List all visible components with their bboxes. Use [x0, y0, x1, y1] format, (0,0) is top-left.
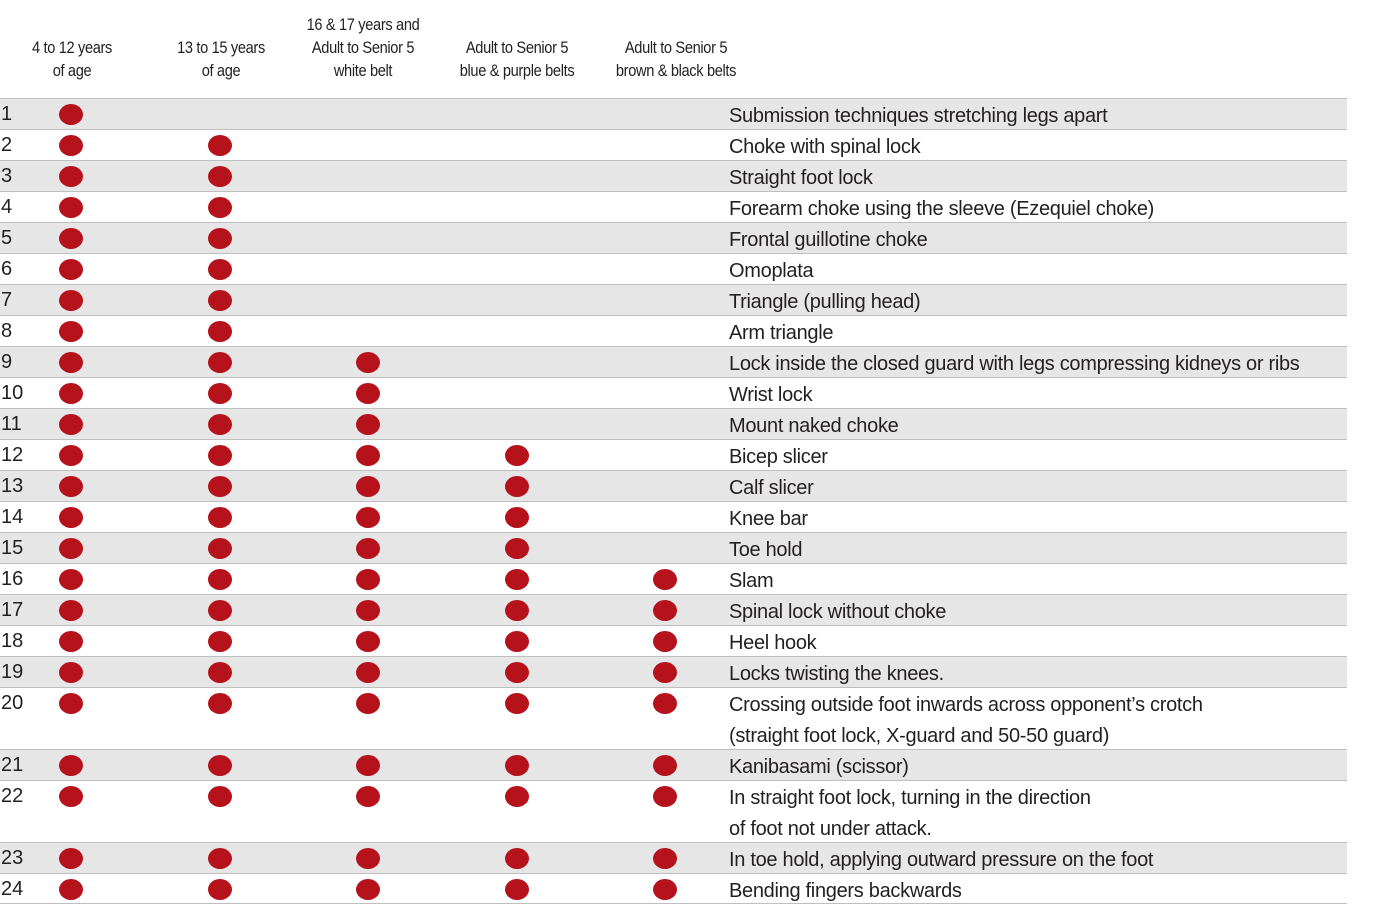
technique-description — [729, 783, 1091, 845]
technique-description — [729, 876, 962, 907]
row-number: 16 — [1, 568, 24, 590]
prohibited-marker-dot — [208, 259, 232, 280]
technique-line: Triangle (pulling head) — [729, 291, 921, 313]
prohibited-marker-dot — [505, 569, 529, 590]
technique-line: Toe hold — [729, 539, 803, 561]
technique-line: Mount naked choke — [729, 415, 899, 437]
header-line: white belt — [333, 61, 393, 80]
technique-line: Heel hook — [729, 632, 817, 654]
prohibited-marker-dot — [208, 848, 232, 869]
technique-line: Lock inside the closed guard with legs compressing kidneys or ribs — [729, 353, 1300, 375]
prohibited-marker-dot — [356, 755, 380, 776]
technique-description — [729, 318, 833, 349]
prohibited-marker-dot — [59, 321, 83, 342]
prohibited-marker-dot — [59, 693, 83, 714]
table-row — [0, 284, 1347, 315]
prohibited-marker-dot — [59, 476, 83, 497]
row-number: 5 — [1, 227, 13, 249]
prohibited-marker-dot — [208, 476, 232, 497]
prohibited-marker-dot — [59, 569, 83, 590]
prohibited-marker-dot — [505, 662, 529, 683]
technique-description — [729, 287, 920, 318]
prohibited-marker-dot — [59, 352, 83, 373]
column-header-blue-purple-belts — [447, 0, 586, 98]
technique-description — [729, 225, 927, 256]
row-number: 11 — [1, 413, 22, 435]
header-line: blue & purple belts — [459, 61, 575, 80]
technique-line: In straight foot lock, turning in the direction — [729, 787, 1091, 809]
table-row — [0, 842, 1347, 873]
prohibited-marker-dot — [208, 414, 232, 435]
row-number: 6 — [1, 258, 13, 280]
prohibited-marker-dot — [59, 662, 83, 683]
prohibited-marker-dot — [59, 848, 83, 869]
prohibited-marker-dot — [505, 600, 529, 621]
technique-description — [729, 380, 812, 411]
table-row — [0, 532, 1347, 563]
technique-description — [729, 690, 1203, 752]
prohibited-marker-dot — [59, 383, 83, 404]
prohibited-marker-dot — [505, 476, 529, 497]
prohibited-marker-dot — [356, 383, 380, 404]
table-row — [0, 160, 1347, 191]
prohibited-marker-dot — [356, 662, 380, 683]
row-number: 19 — [1, 661, 24, 683]
prohibited-marker-dot — [208, 693, 232, 714]
prohibited-marker-dot — [59, 786, 83, 807]
prohibited-marker-dot — [59, 104, 83, 125]
technique-line: Frontal guillotine choke — [729, 229, 928, 251]
technique-description — [729, 473, 814, 504]
table-row — [0, 470, 1347, 501]
prohibited-marker-dot — [505, 538, 529, 559]
technique-description — [729, 845, 1153, 876]
prohibited-marker-dot — [208, 538, 232, 559]
technique-description — [729, 411, 898, 442]
table-row — [0, 873, 1347, 904]
header-line: of age — [52, 61, 92, 80]
prohibited-marker-dot — [208, 569, 232, 590]
prohibited-marker-dot — [59, 600, 83, 621]
prohibited-marker-dot — [653, 879, 677, 900]
prohibited-marker-dot — [356, 631, 380, 652]
prohibited-marker-dot — [208, 383, 232, 404]
table-row — [0, 749, 1347, 780]
prohibited-marker-dot — [505, 507, 529, 528]
prohibited-marker-dot — [505, 631, 529, 652]
technique-description — [729, 349, 1300, 380]
prohibited-marker-dot — [505, 848, 529, 869]
prohibited-marker-dot — [208, 166, 232, 187]
row-number: 17 — [1, 599, 24, 621]
header-line: brown & black belts — [615, 61, 737, 80]
table-row — [0, 408, 1347, 439]
prohibited-marker-dot — [505, 786, 529, 807]
table-row — [0, 315, 1347, 346]
prohibited-marker-dot — [208, 507, 232, 528]
row-number: 22 — [1, 785, 24, 807]
column-header-age-13-15 — [160, 0, 282, 98]
header-line: Adult to Senior 5 — [311, 38, 415, 57]
technique-line: Forearm choke using the sleeve (Ezequiel choke) — [729, 198, 1155, 220]
prohibited-marker-dot — [356, 879, 380, 900]
column-header-row — [0, 0, 1397, 98]
prohibited-marker-dot — [356, 352, 380, 373]
technique-description — [729, 659, 944, 690]
prohibited-marker-dot — [653, 569, 677, 590]
table-row — [0, 780, 1347, 842]
prohibited-marker-dot — [59, 414, 83, 435]
technique-description — [729, 442, 828, 473]
technique-line: Omoplata — [729, 260, 814, 282]
prohibited-marker-dot — [356, 476, 380, 497]
header-line: Adult to Senior 5 — [465, 38, 569, 57]
prohibited-marker-dot — [356, 414, 380, 435]
technique-line: Wrist lock — [729, 384, 813, 406]
prohibited-marker-dot — [59, 197, 83, 218]
table-row — [0, 439, 1347, 470]
row-number: 12 — [1, 444, 24, 466]
table-row — [0, 563, 1347, 594]
header-line: 13 to 15 years — [177, 38, 265, 57]
prohibited-marker-dot — [505, 879, 529, 900]
prohibited-marker-dot — [59, 135, 83, 156]
table-row — [0, 625, 1347, 656]
row-number: 13 — [1, 475, 24, 497]
column-header-white-belt — [300, 0, 426, 98]
table-row — [0, 129, 1347, 160]
prohibited-marker-dot — [208, 600, 232, 621]
technique-description — [729, 163, 873, 194]
technique-description — [729, 194, 1154, 225]
prohibited-marker-dot — [653, 755, 677, 776]
prohibited-marker-dot — [59, 445, 83, 466]
row-number: 8 — [1, 320, 13, 342]
technique-line: Slam — [729, 570, 774, 592]
prohibited-marker-dot — [208, 662, 232, 683]
table-row — [0, 687, 1347, 749]
row-number: 21 — [1, 754, 24, 776]
row-number: 15 — [1, 537, 24, 559]
prohibited-marker-dot — [208, 445, 232, 466]
row-number: 2 — [1, 134, 13, 156]
row-number: 18 — [1, 630, 24, 652]
prohibited-marker-dot — [505, 755, 529, 776]
technique-line: Arm triangle — [729, 322, 834, 344]
prohibited-marker-dot — [505, 693, 529, 714]
table-row — [0, 594, 1347, 625]
prohibited-marker-dot — [653, 848, 677, 869]
row-number: 1 — [1, 103, 13, 125]
prohibited-marker-dot — [59, 755, 83, 776]
prohibited-marker-dot — [208, 228, 232, 249]
header-line: Adult to Senior 5 — [624, 38, 728, 57]
prohibited-marker-dot — [356, 600, 380, 621]
technique-description — [729, 752, 909, 783]
technique-description — [729, 628, 816, 659]
row-number: 14 — [1, 506, 24, 528]
technique-line: Bending fingers backwards — [729, 880, 962, 902]
row-number: 9 — [1, 351, 13, 373]
prohibited-marker-dot — [208, 879, 232, 900]
technique-line: Spinal lock without choke — [729, 601, 947, 623]
prohibited-marker-dot — [356, 693, 380, 714]
technique-description — [729, 597, 946, 628]
prohibited-marker-dot — [208, 135, 232, 156]
row-number: 7 — [1, 289, 13, 311]
row-number: 23 — [1, 847, 24, 869]
prohibited-marker-dot — [208, 631, 232, 652]
table-row — [0, 377, 1347, 408]
table-row — [0, 253, 1347, 284]
prohibited-marker-dot — [653, 786, 677, 807]
row-number: 3 — [1, 165, 13, 187]
technique-line: of foot not under attack. — [729, 818, 932, 840]
technique-line: In toe hold, applying outward pressure on the foot — [729, 849, 1154, 871]
technique-line: (straight foot lock, X-guard and 50-50 guard) — [729, 725, 1110, 747]
prohibited-marker-dot — [59, 879, 83, 900]
technique-line: Calf slicer — [729, 477, 814, 499]
prohibited-marker-dot — [208, 755, 232, 776]
prohibited-techniques-table — [0, 98, 1347, 904]
technique-description — [729, 566, 773, 597]
row-number: 10 — [1, 382, 24, 404]
prohibited-marker-dot — [208, 197, 232, 218]
technique-line: Knee bar — [729, 508, 808, 530]
header-line: 16 & 17 years and — [306, 15, 420, 34]
technique-line: Choke with spinal lock — [729, 136, 921, 158]
row-number: 20 — [1, 692, 24, 714]
prohibited-marker-dot — [505, 445, 529, 466]
prohibited-marker-dot — [356, 569, 380, 590]
prohibited-marker-dot — [59, 290, 83, 311]
technique-line: Locks twisting the knees. — [729, 663, 944, 685]
prohibited-marker-dot — [653, 693, 677, 714]
prohibited-marker-dot — [356, 445, 380, 466]
prohibited-marker-dot — [653, 600, 677, 621]
prohibited-marker-dot — [356, 848, 380, 869]
prohibited-marker-dot — [653, 662, 677, 683]
column-header-brown-black-belts — [605, 0, 746, 98]
prohibited-marker-dot — [59, 507, 83, 528]
technique-description — [729, 132, 920, 163]
prohibited-marker-dot — [59, 166, 83, 187]
prohibited-marker-dot — [59, 228, 83, 249]
row-number: 24 — [1, 878, 24, 900]
technique-description — [729, 535, 802, 566]
prohibited-marker-dot — [208, 290, 232, 311]
table-row — [0, 346, 1347, 377]
prohibited-marker-dot — [653, 631, 677, 652]
prohibited-marker-dot — [208, 786, 232, 807]
column-header-age-4-12 — [12, 0, 132, 98]
table-row — [0, 191, 1347, 222]
prohibited-marker-dot — [59, 631, 83, 652]
header-line: of age — [201, 61, 241, 80]
table-row — [0, 222, 1347, 253]
row-number: 4 — [1, 196, 13, 218]
technique-line: Bicep slicer — [729, 446, 828, 468]
technique-line: Crossing outside foot inwards across opponent’s crotch — [729, 694, 1203, 716]
prohibited-marker-dot — [356, 507, 380, 528]
table-row — [0, 656, 1347, 687]
prohibited-marker-dot — [59, 259, 83, 280]
prohibited-marker-dot — [59, 538, 83, 559]
technique-description — [729, 256, 813, 287]
technique-description — [729, 504, 808, 535]
table-row — [0, 501, 1347, 532]
technique-line: Straight foot lock — [729, 167, 873, 189]
prohibited-marker-dot — [208, 321, 232, 342]
technique-description — [729, 101, 1107, 132]
table-row — [0, 98, 1347, 129]
prohibited-marker-dot — [356, 538, 380, 559]
prohibited-marker-dot — [208, 352, 232, 373]
technique-line: Kanibasami (scissor) — [729, 756, 909, 778]
technique-line: Submission techniques stretching legs apart — [729, 105, 1108, 127]
prohibited-marker-dot — [356, 786, 380, 807]
header-line: 4 to 12 years — [31, 38, 113, 57]
